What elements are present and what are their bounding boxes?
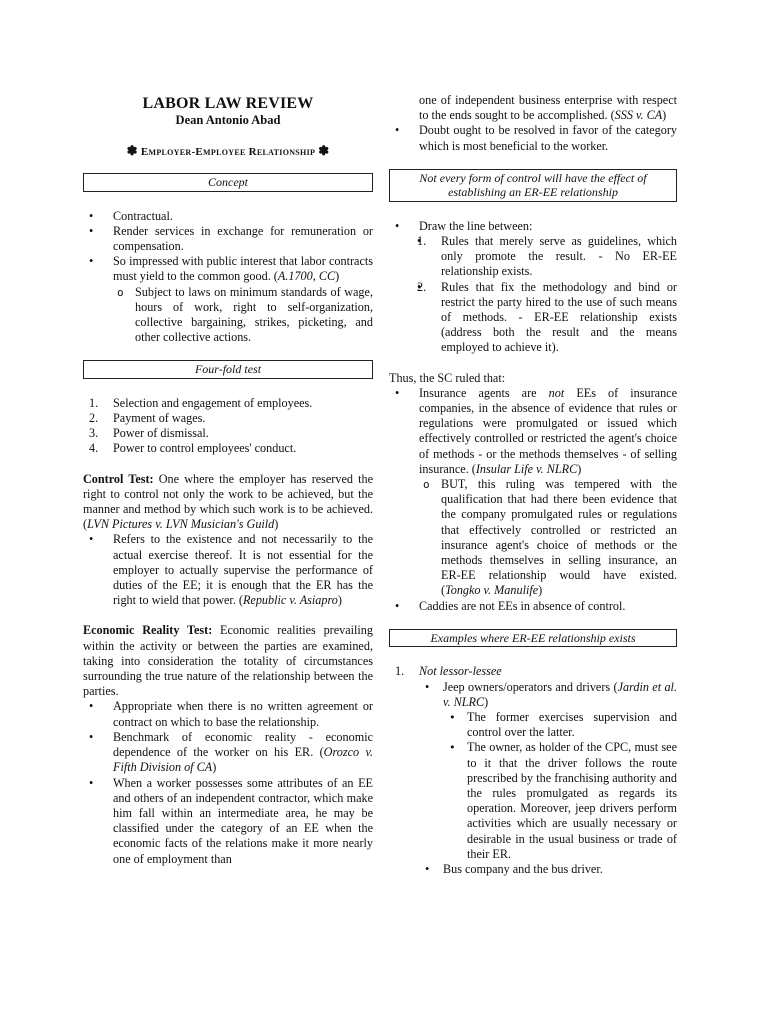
concept-sublist [113, 285, 373, 346]
concept-box: Concept [83, 173, 373, 192]
list-item: • Insurance agents are not EEs of insurance companies, in the absence of evidence that rules or regulations were promulgated or issued which effectively controlled or restricted the agent's choice of methods - or the methods themselves - of selling insurance. (Insular Life v. NLRC) o BUT, this ruling was tempered with the qualification that had there been evidence that the company promulgated rules or regulations that effectively controlled or restricted an insurance agent's choice of methods or the methods themselves in selling insurance, an ER-EE relationship would have existed. (Tongko v. Manulife) [389, 386, 677, 599]
left-column [83, 0, 373, 867]
list-item: 2. Payment of wages. [89, 411, 206, 426]
list-item: • 1. Rules that merely serve as guidelines, which only promote the result. - No ER-EE relationship exists. [411, 234, 677, 280]
list-item: o BUT, this ruling was tempered with the qualification that had there been evidence that the company promulgated rules or regulations that effectively controlled or restricted an insurance agent's choice of methods or the methods themselves in selling insurance, an ER-EE relationship would have existed. (Tongko v. Manulife) [419, 477, 677, 599]
citation: Jardin et al. v. NLRC [443, 679, 677, 709]
list-item: 3. Power of dismissal. [89, 426, 209, 441]
fourfold-list [83, 396, 373, 457]
control-effect-box: Not every form of control will have the effect of establishing an ER-EE relationship [389, 169, 677, 202]
list-item: o Subject to laws on minimum standards of wage, hours of work, right to self-organization, collective bargaining, strikes, picketing, and other collective actions. [113, 285, 373, 346]
fourfold-box: Four-fold test [83, 360, 373, 379]
list-item: • When a worker possesses some attributes of an EE and others of an independent contractor, which make him fall within an intermediate area, he may be classified under the category of an EE when the economic facts of the relations make it more nearly one of employment than [83, 776, 373, 867]
section-heading [83, 144, 373, 159]
section-heading-label: Employer-Employee Relationship [140, 146, 316, 158]
list-item: • Doubt ought to be resolved in favor of the category which is most beneficial to the worker. [389, 123, 677, 153]
sc-ruling-list [389, 386, 677, 614]
citation: Insular Life v. NLRC [475, 461, 578, 476]
draw-line-list [389, 219, 677, 356]
citation: Orozco v. Fifth Division of CA [113, 745, 373, 775]
list-item: • Bus company and the bus driver. [419, 862, 677, 877]
continued-text: one of independent business enterprise with respect to the ends sought to be accomplished. (SSS v. CA) [419, 93, 677, 123]
economic-reality-label: Economic Reality Test: [83, 623, 213, 638]
doubt-list [389, 123, 677, 153]
list-item: • The former exercises supervision and control over the latter. [443, 710, 677, 740]
list-item: • Jeep owners/operators and drivers (Jardin et al. v. NLRC) • The former exercises supervision and control over the latter. • The owner, as holder of the CPC, must see to it that the driver follows the route prescribed by the franchising authority and the rules promulgated as regards its operation. Moreover, jeep drivers perform activities which are usually necessary or desirable in the usual business or trade of their ER. [419, 680, 677, 862]
star-icon: ✽ [126, 143, 138, 158]
list-item: • The owner, as holder of the CPC, must see to it that the driver follows the route prescribed by the franchising authority and the rules promulgated as regards its operation. Moreover, jeep drivers perform activities which are usually necessary or desirable in the usual business or trade of their ER. [443, 740, 677, 862]
star-icon: ✽ [318, 143, 330, 158]
list-item: • Refers to the existence and not necessarily to the actual exercise thereof. It is not essential for the employer to actually supervise the performance of duties of the EE; it is enough that the ER has the right to wield that power. (Republic v. Asiapro) [83, 532, 373, 608]
list-item: 1. Selection and engagement of employees. [89, 395, 313, 410]
list-item: • So impressed with public interest that labor contracts must yield to the common good. (A.1700, CC) o Subject to laws on minimum standards of wage, hours of work, right to self-organization, collective bargaining, strikes, picketing, and other collective actions. [83, 254, 373, 345]
examples-list [389, 664, 677, 877]
control-test-list [83, 532, 373, 608]
economic-reality-list [83, 699, 373, 866]
list-item: 1. Not lessor-lessee • Jeep owners/operators and drivers (Jardin et al. v. NLRC) • The former exercises supervision and control over the latter. • The owner, as holder of the CPC, must see to it that the driver follows the route prescribed by the franchising authority and the rules promulgated as regards its operation. Moreover, jeep drivers perform activities which are usually necessary or desirable in the usual business or trade of their ER. • Bus company and the bus driver. [389, 664, 677, 877]
control-test-paragraph: Control Test: One where the employer has reserved the right to control not only the work to be achieved, but the manner and method by which such work is to be achieved. (LVN Pictures v. LVN Musician's Guild) [83, 471, 373, 532]
control-test-label: Control Test: [83, 471, 154, 486]
list-item: • Draw the line between: • 1. Rules that merely serve as guidelines, which only promote the result. - No ER-EE relationship exists. • 2. Rules that fix the methodology and bind or restrict the party hired to the use of such means of methods. - ER-EE relationship exists (address both the result and the means employed to achieve it). [389, 219, 677, 356]
list-item: • Render services in exchange for remuneration or compensation. [83, 224, 373, 254]
list-item: • Contractual. [83, 209, 373, 224]
document-title: LABOR LAW REVIEW [142, 95, 314, 112]
sc-ruling-intro: Thus, the SC ruled that: [389, 370, 506, 385]
jeep-sublist [443, 710, 677, 862]
right-column [389, 93, 677, 877]
rules-list [411, 234, 677, 356]
list-item: • Appropriate when there is no written agreement or contract on which to base the relationship. [83, 699, 373, 729]
citation: Tongko v. Manulife [445, 583, 539, 598]
concept-list [83, 209, 373, 346]
citation: LVN Pictures v. LVN Musician's Guild [87, 517, 275, 532]
list-item: • Caddies are not EEs in absence of control. [389, 599, 677, 614]
list-item: • Benchmark of economic reality - economic dependence of the worker on his ER. (Orozco v. Fifth Division of CA) [83, 730, 373, 776]
document-author: Dean Antonio Abad [175, 113, 281, 127]
citation: A.1700, CC [277, 269, 336, 284]
citation: Republic v. Asiapro [242, 593, 338, 608]
examples-box: Examples where ER-EE relationship exists [389, 629, 677, 648]
citation: SSS v. CA [614, 108, 663, 123]
examples-sublist [419, 680, 677, 878]
economic-reality-paragraph: Economic Reality Test: Economic realities prevailing within the activity or between the parties are examined, taking into consideration the totality of circumstances surrounding the true nature of the relationship between the parties. [83, 623, 373, 699]
list-item: • 2. Rules that fix the methodology and bind or restrict the party hired to the use of such means of methods. - ER-EE relationship exists (address both the result and the means employed to achieve it). [411, 280, 677, 356]
list-item: 4. Power to control employees' conduct. [89, 441, 297, 456]
sc-ruling-sublist [419, 477, 677, 599]
